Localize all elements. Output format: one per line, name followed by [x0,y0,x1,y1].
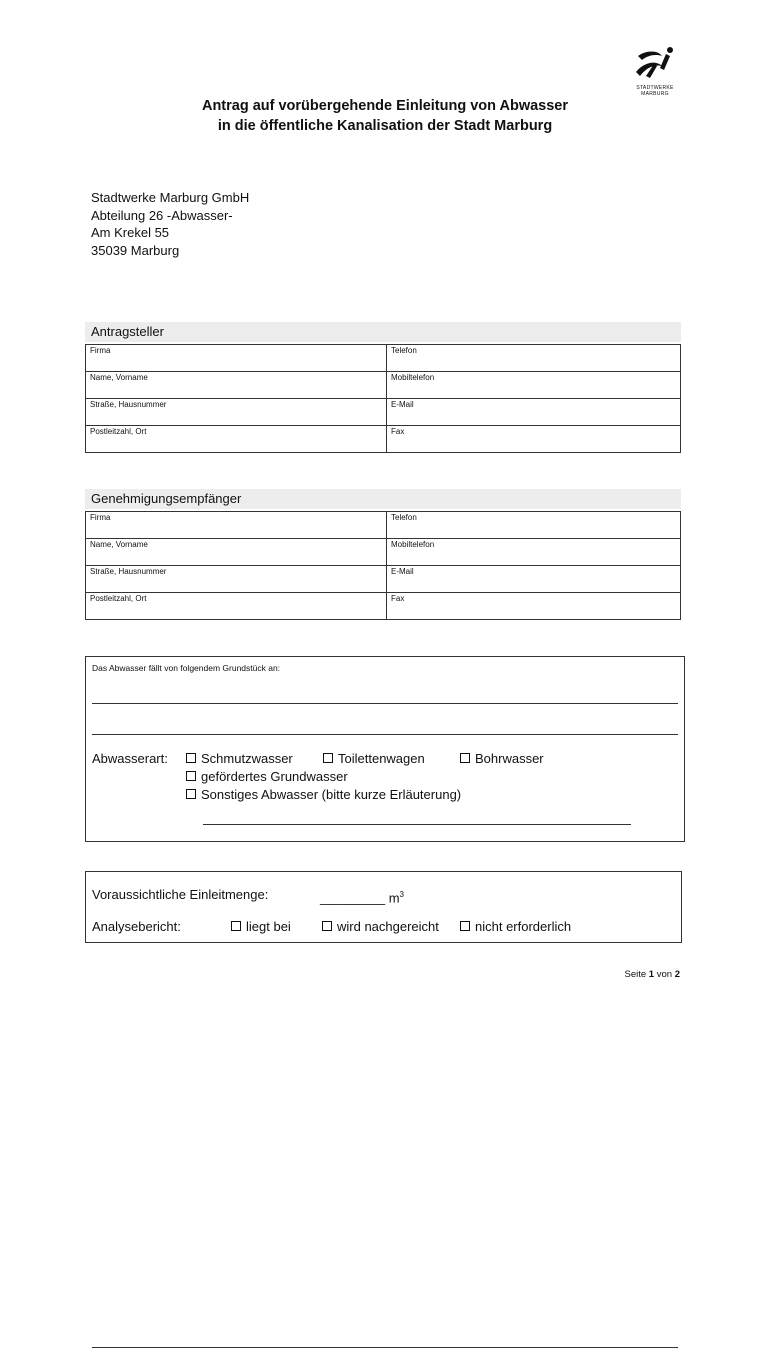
checkbox-icon[interactable] [231,921,241,931]
plz-ort-field[interactable]: Postleitzahl, Ort [86,426,387,453]
name-field[interactable]: Name, Vorname [86,539,387,566]
checkbox-icon[interactable] [460,921,470,931]
option-nicht-erforderlich[interactable] [460,918,571,936]
option-label: Schmutzwasser [201,751,293,766]
email-field[interactable]: E-Mail [387,399,681,426]
address-line: Am Krekel 55 [91,225,170,240]
option-sonstiges[interactable] [186,786,461,804]
einleitmenge-blank: _________ [320,890,386,906]
page-title [85,96,685,136]
table-row [86,593,681,620]
erlaeuterung-line[interactable] [203,824,631,825]
table-row [86,345,681,372]
firma-field[interactable]: Firma [86,345,387,372]
option-liegt-bei[interactable] [231,918,291,936]
abwasserart-label: Abwasserart: [92,751,168,766]
table-row [86,372,681,399]
current-page: 1 [648,969,655,980]
grundstueck-label: Das Abwasser fällt von folgendem Grundstück an: [92,663,281,673]
checkbox-icon[interactable] [322,921,332,931]
title-line2: in die öffentliche Kanalisation der Stadt Marburg [217,118,553,134]
checkbox-icon[interactable] [186,753,196,763]
address-line: Stadtwerke Marburg GmbH [91,190,250,205]
strasse-field[interactable]: Straße, Hausnummer [86,566,387,593]
option-grundwasser[interactable] [186,768,348,786]
address-line: 35039 Marburg [91,242,180,258]
checkbox-icon[interactable] [186,771,196,781]
checkbox-icon[interactable] [460,753,470,763]
unit-m: m [388,890,400,906]
option-nachgereicht[interactable] [322,918,439,936]
firma-field[interactable]: Firma [86,512,387,539]
einleitmenge-input[interactable] [320,886,404,907]
option-bohrwasser[interactable] [460,750,544,768]
checkbox-icon[interactable] [186,789,196,799]
address-line: Abteilung 26 -Abwasser- [91,207,233,223]
empfaenger-table [85,511,681,620]
antragsteller-table [85,344,681,453]
table-row [86,539,681,566]
page-of: von [656,969,673,980]
option-label: wird nachgereicht [337,919,439,934]
plz-ort-field[interactable]: Postleitzahl, Ort [86,593,387,620]
option-label: Bohrwasser [475,751,544,766]
mobiltelefon-field[interactable]: Mobiltelefon [387,539,681,566]
fax-field[interactable]: Fax [387,593,681,620]
table-row [86,512,681,539]
strasse-field[interactable]: Straße, Hausnummer [86,399,387,426]
logo-text-line1: STADTWERKE [636,85,674,91]
section-heading-empfaenger: Genehmigungsempfänger [85,489,681,509]
option-schmutzwasser[interactable] [186,750,293,768]
title-line1: Antrag auf vorübergehende Einleitung von Abwasser [201,98,569,114]
mobiltelefon-field[interactable]: Mobiltelefon [387,372,681,399]
page-number [625,969,681,980]
option-label: gefördertes Grundwasser [201,769,348,784]
grundstueck-box [85,656,685,842]
name-field[interactable]: Name, Vorname [86,372,387,399]
option-label: nicht erforderlich [475,919,572,934]
einleitmenge-box [85,871,682,943]
option-label: Toilettenwagen [338,751,425,766]
table-row [86,399,681,426]
email-field[interactable]: E-Mail [387,566,681,593]
grundstueck-line-1[interactable] [92,703,678,704]
fax-field[interactable]: Fax [387,426,681,453]
section-heading-antragsteller: Antragsteller [85,322,681,342]
analysebericht-label: Analysebericht: [92,919,181,934]
option-label: Sonstiges Abwasser (bitte kurze Erläuterung) [201,787,462,802]
logo-text-line2: MARBURG [641,91,669,97]
recipient-address [91,189,249,259]
option-label: liegt bei [246,919,291,934]
telefon-field[interactable]: Telefon [387,512,681,539]
page-label: Seite [624,969,647,980]
einleitmenge-label: Voraussichtliche Einleitmenge: [92,887,269,902]
logo-mark-icon [632,46,678,80]
grundstueck-line-2[interactable] [92,734,678,735]
telefon-field[interactable]: Telefon [387,345,681,372]
table-row [86,426,681,453]
stadtwerke-logo [632,46,678,97]
total-pages: 2 [674,969,680,980]
table-row [86,566,681,593]
option-toilettenwagen[interactable] [323,750,425,768]
unit-exponent: 3 [399,890,404,899]
checkbox-icon[interactable] [323,753,333,763]
